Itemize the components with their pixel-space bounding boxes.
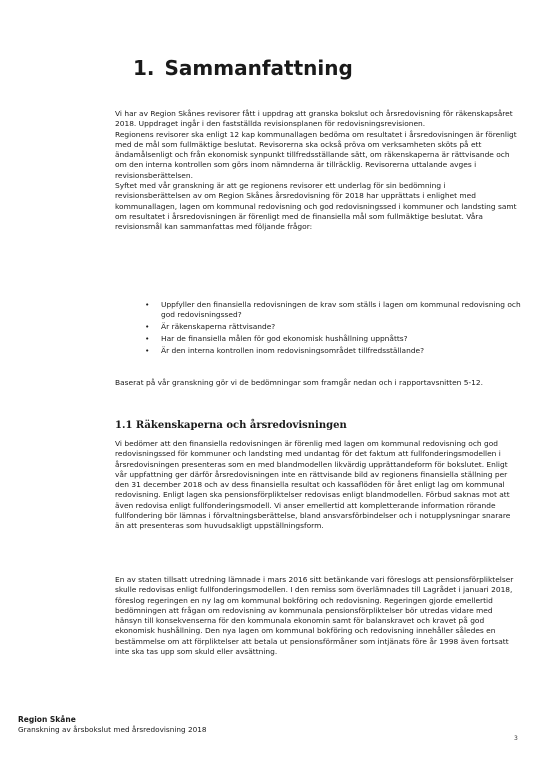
bullet-icon: • bbox=[145, 322, 150, 332]
basis-section bbox=[115, 378, 520, 388]
basis-paragraph: Baserat på vår granskning gör vi de bedömningar som framgår nedan och i rapportavsnitten 5-12. bbox=[115, 378, 483, 387]
footer-organization: Region Skåne bbox=[18, 715, 76, 724]
list-item: • Har de finansiella målen för god ekonomisk hushållning uppnåtts? bbox=[145, 333, 408, 343]
bullet-icon: • bbox=[145, 333, 150, 343]
audit-questions-list bbox=[145, 300, 525, 357]
section-paragraph-2: En av staten tillsatt utredning lämnade i mars 2016 sitt betänkande vari föreslogs att pensionsförpliktelser skulle redovisas enligt fullfonderingsmodellen. I den remiss som överlämnades till Lagrådet i januari 2018, föreslog regeringen en ny lag om kommunal bokföring och redovisning. Regeringen gjorde emellertid bedömningen att frågan om redovisning av kommunala pensionsförpliktelser bör utredas vidare med hänsyn till konsekvenserna för den kommunala ekonomin samt för balanskravet och kravet på god ekonomisk hushållning. Den nya lagen om kommunal bokföring och redovisning innehåller således en bestämmelse om att förpliktelser att betala ut pensionsförmåner som intjänats före år 1998 även fortsatt inte ska tas upp som skuld eller avsättning. bbox=[115, 575, 514, 657]
footer-document-title: Granskning av årsbokslut med årsredovisning 2018 bbox=[18, 725, 207, 734]
intro-paragraph-2: Regionens revisorer ska enligt 12 kap kommunallagen bedöma om resultatet i årsredovisningen är förenligt med de mål som fullmäktige beslutat. Revisorerna ska också pröva om verksamheten sköts på ett ändamålsenligt och från ekonomisk synpunkt tillfredsställande sätt, om räkenskaperna är rättvisande och om den interna kontrollen som görs inom nämnderna är tillräcklig. Revisorerna uttalande avges i revisionsberättelsen. bbox=[115, 129, 517, 180]
heading-number: 1. bbox=[133, 56, 155, 80]
intro-paragraph-3: Syftet med vår granskning är att ge regionens revisorer ett underlag för sin bedömning i revisionsberättelsen av om Region Skånes årsredovisning för 2018 har upprättats i enlighet med kommunallagen, lagen om kommunal redovisning och god redovisningssed i kommuner och landsting samt om resultatet i årsredovisningen är förenligt med de finansiella mål som fullmäktige beslutat. Våra revisionsmål kan sammanfattas med följande frågor: bbox=[115, 181, 517, 232]
intro-paragraph-1: Vi har av Region Skånes revisorer fått i uppdrag att granska bokslut och årsredovisning för räkenskapsåret 2018. Uppdraget ingår i den fastställda revisionsplanen för redovisningsrevisionen. bbox=[115, 109, 513, 129]
heading-text: Sammanfattning bbox=[164, 56, 353, 80]
bullet-icon: • bbox=[145, 345, 150, 355]
page-title bbox=[133, 56, 353, 80]
page-number: 3 bbox=[514, 735, 518, 742]
list-item: • Är räkenskaperna rättvisande? bbox=[145, 322, 276, 332]
section-paragraph-1: Vi bedömer att den finansiella redovisningen är förenlig med lagen om kommunal redovisning och god redovisningssed för kommuner och landsting med undantag för det faktum att fullfonderingsmodellen i årsredovisningen presenteras som en med blandmodellen likvärdig upprättandeform för bokslutet. Enligt vår uppfattning ger därför årsredovisningen inte en rättvisande bild av regionens finansiella ställning per den 31 december 2018 och av dess finansiella resultat och kassaflöden för året enligt lag om kommunal redovisning. Enligt lagen ska pensionsförpliktelser redovisas enligt blandmodellen. Förbud saknas mot att även redovisa enligt fullfonderingsmodell. Vi anser emellertid att kompletterande information rörande fullfondering bör lämnas i förvaltningsberättelse, bland ansvarsförbindelser och i notupplysningar snarare än att presenteras som huvudsakligt uppställningsform. bbox=[115, 439, 511, 531]
section-heading: 1.1 Räkenskaperna och årsredovisningen bbox=[115, 420, 347, 431]
intro-section bbox=[115, 109, 520, 233]
list-item: • Uppfyller den finansiella redovisningen de krav som ställs i lagen om kommunal redovisning och god redovisningssed? bbox=[145, 300, 521, 320]
bullet-icon: • bbox=[145, 300, 150, 309]
list-item: • Är den interna kontrollen inom redovisningsområdet tillfredsställande? bbox=[145, 345, 425, 355]
